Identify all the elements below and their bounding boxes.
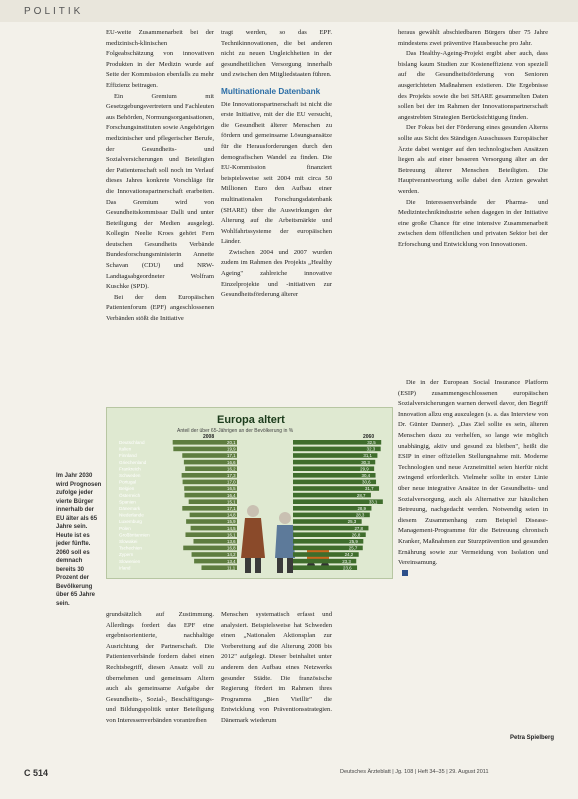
paragraph: tragt werden, so das EPF. Technikinnovationen, die bei anderen nicht zu neuen Ungleichheiten in der gesundheitlichen Versorgung innerhalb und zwischen den Mitgliedstaaten führen. [221,29,332,79]
value-label-2008: 17,3 [227,473,236,478]
category-label: Großbritannien [119,532,150,538]
paragraph: grundsätzlich auf Zustimmung. Allerdings fordert das EPF eine ergebnisorientierte, nachhaltige Ausrichtung der Partnerschaft. Die Patientenverbände fordern dabei einen Rechtsbegriff, diesen Ansatz voll zu übernehmen und gemeinsam Altern auch als gemeinsame Aufgabe der Gesundheits-, Sozial-, Beschäftigungs- und Bildungspolitik unter Beteiligung von Interessenverbänden vorantreiben [106,611,214,724]
value-label-2060: 28,7 [356,492,366,498]
paragraph: Menschen systematisch erfasst und analysiert. Beispielsweise hat Schweden einen „Nationalen Aktionsplan zur Vorbereitung auf die Alterung 2008 bis 2012" aufgelegt. Dieser beinhaltet unter anderem den Aufbau eines Netzwerks gesunder Städte. Die französische Regierung fördert im Rahmen ihres Programms „Bien Vieillir" die Entwicklung von Präventionsstrategien. Dänemark wiederum [221,611,332,724]
chart-panel [106,407,393,579]
paragraph: Der Fokus bei der Förderung eines gesunden Alterns sollte aus Sicht des Ständigen Ausschusses Europäischer Ärzte dabei weniger auf den technologischen Ansätzen liegen als auf einer besseren Versorgung älter an der Betreuung älterer Menschen Beteiligten. Die Hauptverantwortung solle dabei den Ärzten gewahrt werden. [398,124,548,195]
value-label-2060: 23,3 [342,558,351,564]
value-label-2060: 32,5 [367,440,376,445]
value-label-2060: 25,9 [349,539,358,544]
category-label: Spanien [119,499,136,505]
value-label-2008: 16,5 [227,486,236,492]
chart-title: Europa altert [217,414,285,426]
category-label: Niederlande [119,512,144,518]
category-label: Dänemark [119,506,141,511]
value-label-2060: 32,3 [366,446,376,452]
column-3-top [398,28,548,250]
paragraph: Die Innovationspartnerschaft ist nicht die erste Initiative, mit der die EU versucht, die Gesundheit älterer Menschen zu fördern und gemeinsame Lösungsansätze für die Herausforderungen durch den demografischen Wandel zu finden. Die EU-Kommission finanziert beispielsweise seit 2004 mit circa 50 Millionen Euro den Aufbau einer multinationalen Forschungsdatenbank (SHARE) über die Auswirkungen der Alterung auf die Arbeitsmärkte und Wohlfahrtssysteme der europäischen Länder. [221,100,332,246]
paragraph: Die Interessenverbände der Pharma- und Medizintechnikindustrie sehen dagegen in der Initiative eine große Chance für eine intensive Zusammenarbeit zwischen dem öffentlichen und privaten Sektor bei der Erforschung und Entwicklung von Innovationen. [398,198,548,248]
category-label: Zypern [119,552,134,558]
value-label-2060: 31,1 [363,453,372,459]
value-label-2008: 14,8 [227,512,236,518]
value-label-2008: 17,0 [227,479,236,485]
value-label-2060: 28,9 [357,506,366,511]
value-label-2008: 19,9 [227,446,236,452]
category-label: Tschechien [119,545,142,551]
value-label-2060: 29,9 [360,466,369,472]
header-bar [0,0,578,22]
column-1-top [106,28,214,325]
value-label-2060: 31,7 [365,486,374,492]
value-label-2008: 16,2 [227,466,236,472]
paragraph: Zwischen 2004 und 2007 wurden zudem im Rahmen des Projekts „Healthy Ageing" zahlreiche innovative Einzelprojekte und -initiativen zur Gesundheitsförderung älterer [221,248,332,299]
series-label: 2060 [363,434,375,440]
paragraph: Ein Gremium mit Gesetzgebungsvertretern und Fachleuten aus Behörden, Normungsorganisationen, Forschungsinstituten sowie Angehörigen medizinischer und pflegerischer Berufe, der Gesundheits- und Sozialversicherungen und Beteiligten der Patientenschaft soll noch im Verlauf dieses Jahres konkrete Vorschläge für die Innovationspartnerschaft erarbeiten. Das Gremium wird von Gesundheitskommissar Dalli und unter Beteiligung der Medien ausgelegt. Kollegin Neelie Kroes gehört Fern deutschen Gesundheits Verbände Bundesforschungsministerin Annette Schavan (CDU) und NRW-Landtagsabgeordneter Wolfram Kuschke (SPD). [106,92,214,291]
category-label: Griechenland [119,459,147,465]
paragraph: Bei der dem Europäischen Patientenforum (EPF) angeschlossenen Verbänden stößt die Initiative [106,293,214,323]
end-mark-icon [402,570,408,576]
chart-subtitle: Anteil der über 65-Jährigen an der Bevölkerung in % [177,428,294,434]
value-label-2060: 25,3 [347,519,357,525]
value-label-2008: 16,4 [227,492,236,498]
category-label: Schweden [119,473,141,478]
value-label-2008: 14,5 [227,525,236,531]
paragraph: Das Healthy-Ageing-Projekt ergibt aber auch, dass bislang kaum Studien zur Kosteneffizienz von speziell auf die Gesundheitsförderung von Senioren ausgerichteten Maßnahmen existieren. Die Ergebnisse des Projekts sowie die bei SHARE gesammelten Daten sollen bei der im Rahmen der Innovationspartnerschaft angestrebten Strategien Berücksichtigung finden. [398,50,548,121]
page-number: C 514 [24,768,49,778]
value-label-2008: 15,1 [227,499,236,505]
chart-caption: Im Jahr 2030 wird Prognosen zufolge jeder vierte Bürger innerhalb der EU älter als 65 Jahre sein. Heute ist es jeder fünfte. 2060 soll es demnach bereits 30 Prozent der Bevölkerung über 65 Jahre sein. [56,473,102,607]
category-label: Luxemburg [119,519,142,525]
value-label-2008: 16,6 [227,459,236,465]
series-label: 2008 [203,434,215,440]
bar-chart [107,408,392,578]
value-label-2008: 20,1 [227,440,236,445]
value-label-2060: 33,1 [368,499,378,505]
category-label: Portugal [119,479,137,485]
category-label: Deutschland [119,440,145,445]
value-label-2060: 27,8 [354,525,364,531]
value-label-2008: 14,2 [227,552,236,558]
column-1-bottom [106,610,214,727]
value-label-2008: 17,1 [227,453,236,459]
category-label: Italien [119,446,132,452]
category-label: Polen [119,525,131,531]
value-label-2008: 16,1 [227,532,236,538]
value-label-2060: 23,6 [343,565,352,571]
column-2-bottom [221,610,332,727]
section-label: POLITIK [24,6,84,17]
category-label: Slowakei [119,539,138,544]
paragraph: EU-weite Zusammenarbeit bei der medizinisch-klinischen Folgeabschätzung von innovativen Produkten in der Medizin wurde auf Seite der Kommission ebenfalls zu mehr Effizienz beitragen. [106,29,214,89]
value-label-2008: 15,9 [227,519,236,525]
column-2-top [221,28,332,301]
value-label-2008: 13,4 [227,558,236,564]
value-label-2060: 28,3 [355,512,365,518]
value-label-2060: 26,8 [351,532,361,538]
value-label-2008: 11,1 [227,565,236,571]
value-label-2008: 16,8 [227,545,236,551]
paragraph: Die in der European Social Insurance Platform (ESIP) zusammengeschlossenen europäischen Sozialversicherungen warnen derweil davor, den Begriff Innovation allzu eng auszulegen (s. a. das Interview von Dr. Günter Danner). „Das Ziel sollte es sein, älteren Menschen dazu zu verhelfen, so lange wie möglich unabhängig, aktiv und gesund zu bleiben", heißt die ESIP in einer offiziellen Stellungnahme mit. Moderne Technologien und neue Arzneimittel seien hierfür nicht zwingend erforderlich. Vielmehr sollte in erster Linie über neue integrative Ansätze in der Gesundheits- und Sozialversorgung, auch als Alternative zur häuslichen Betreuung, nachgedacht werden. Notwendig seien in diesem Zusammenhang zum Beispiel Disease-Management-Programme für die Betreuung chronisch Kranker, Maßnahmen zur Sturzprävention und gesunden Ernährung sowie zur Vermeidung von Isolation und Vereinsamung. [398,379,548,567]
value-label-2008: 13,6 [227,539,236,544]
value-label-2060: 24,2 [344,552,354,558]
category-label: Slowenien [119,558,141,564]
value-label-2060: 25,7 [348,545,358,551]
value-label-2008: 17,1 [227,506,236,511]
subheading: Multinationale Datenbank [221,86,321,96]
category-label: Irland [119,565,131,571]
paragraph: heraus gewählt abschiedbaren Bürgers über 75 Jahre mindestens zwei präventive Hausbesuche pro Jahr. [398,29,548,47]
author-name: Petra Spielberg [510,735,555,741]
category-label: Finnland [119,453,137,459]
column-3-bottom [398,378,548,579]
category-label: Belgien [119,486,135,492]
value-label-2060: 30,6 [362,479,371,485]
category-label: Österreich [119,492,141,498]
value-label-2060: 30,3 [361,459,370,465]
value-label-2060: 30,4 [361,473,371,478]
publication-info: Deutsches Ärzteblatt | Jg. 108 | Heft 34–35 | 29. August 2011 [340,769,489,775]
category-label: Frankreich [119,466,141,472]
